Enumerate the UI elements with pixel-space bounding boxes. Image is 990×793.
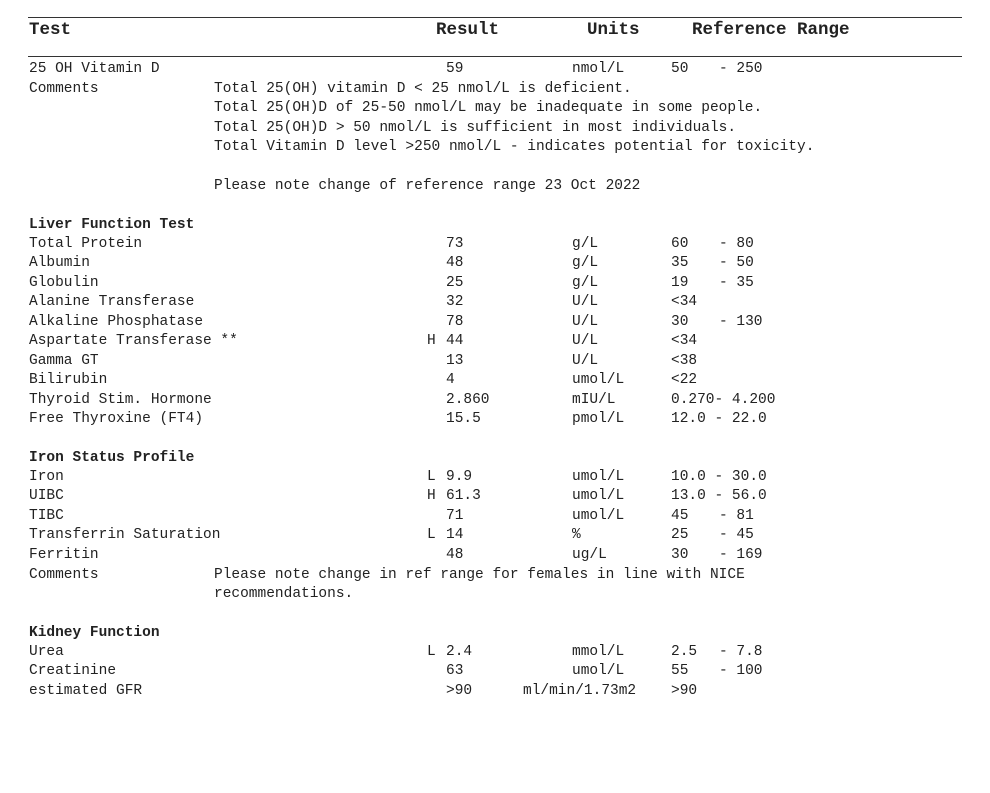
comment-line (0, 99, 990, 119)
comment-text: recommendations. (214, 586, 354, 602)
ref-low: <34 (671, 333, 698, 350)
ref-low: 50 (671, 61, 689, 77)
test-name: Albumin (29, 255, 90, 272)
test-result: 25 (446, 274, 464, 291)
ref-low: 30 (671, 313, 689, 330)
reference-change-note: Please note change of reference range 23 Oct 2022 (214, 178, 641, 194)
comment-line (0, 119, 990, 139)
test-result: 15.5 (446, 411, 481, 428)
test-units: g/L (572, 274, 599, 291)
test-result: 48 (446, 546, 464, 563)
ref-low: 30 (671, 546, 689, 563)
section-title-liver: Liver Function Test (29, 217, 195, 233)
test-name: 25 OH Vitamin D (29, 61, 160, 77)
ref-high: - 35 (719, 274, 754, 291)
comments-label: Comments (29, 567, 99, 583)
test-result: 44 (446, 333, 464, 350)
result-row (0, 274, 990, 294)
test-result: 71 (446, 507, 464, 524)
ref-low: <34 (671, 294, 698, 311)
result-row (0, 487, 990, 507)
test-name: Transferrin Saturation (29, 527, 221, 544)
abnormal-flag: H (427, 333, 436, 350)
test-units: U/L (572, 294, 599, 311)
ref-high: - 130 (719, 313, 763, 330)
test-result: 59 (446, 61, 464, 77)
header-top-rule (28, 17, 962, 18)
result-row (0, 662, 990, 682)
ref-high: - 80 (719, 236, 754, 252)
result-row (0, 352, 990, 372)
ref-low: 19 (671, 274, 689, 291)
test-name: Alanine Transferase (29, 294, 195, 311)
result-row (0, 468, 990, 488)
result-row (0, 546, 990, 566)
test-units: umol/L (572, 663, 625, 680)
comment-line (0, 585, 990, 605)
test-result: 61.3 (446, 488, 481, 505)
test-units: % (572, 527, 581, 544)
test-name: Urea (29, 644, 64, 660)
test-result: 13 (446, 352, 464, 369)
test-name: Gamma GT (29, 352, 99, 369)
ref-high: - 100 (719, 663, 763, 680)
result-row (0, 254, 990, 274)
comment-text: Total Vitamin D level >250 nmol/L - indicates potential for toxicity. (214, 139, 815, 155)
ref-low: 10.0 - 30.0 (671, 469, 767, 485)
test-units: U/L (572, 352, 599, 369)
test-units: nmol/L (572, 61, 625, 77)
result-row (0, 371, 990, 391)
test-name: TIBC (29, 507, 64, 524)
test-name: Alkaline Phosphatase (29, 313, 204, 330)
test-units: U/L (572, 313, 599, 330)
result-row (0, 526, 990, 546)
test-units: g/L (572, 255, 599, 272)
test-name: Total Protein (29, 236, 143, 252)
ref-high: - 45 (719, 527, 754, 544)
abnormal-flag: L (427, 644, 436, 660)
ref-low: 2.5 (671, 644, 698, 660)
section-title-kidney: Kidney Function (29, 625, 160, 641)
comment-line (0, 80, 990, 100)
abnormal-flag: L (427, 469, 436, 485)
test-units: umol/L (572, 507, 625, 524)
test-name: Aspartate Transferase ** (29, 333, 238, 350)
test-result: 4 (446, 372, 455, 389)
result-row (0, 293, 990, 313)
ref-high: - 169 (719, 546, 763, 563)
test-result: 73 (446, 236, 464, 252)
test-units: mmol/L (572, 644, 625, 660)
result-row (0, 235, 990, 255)
test-units: ml/min/1.73m2 (523, 682, 637, 699)
ref-low: 0.270- 4.200 (671, 391, 776, 408)
test-units: umol/L (572, 372, 625, 389)
comment-line (0, 566, 990, 586)
comment-text: Total 25(OH)D of 25-50 nmol/L may be inadequate in some people. (214, 100, 763, 116)
ref-low: <22 (671, 372, 698, 389)
comment-text: Total 25(OH)D > 50 nmol/L is sufficient in most individuals. (214, 120, 737, 136)
test-units: umol/L (572, 488, 625, 505)
test-result: 2.4 (446, 644, 473, 660)
test-units: mIU/L (572, 391, 616, 408)
test-name: Iron (29, 469, 64, 485)
ref-low: >90 (671, 682, 698, 699)
test-name: Bilirubin (29, 372, 108, 389)
result-row (0, 410, 990, 430)
comment-line (0, 138, 990, 158)
test-name: Free Thyroxine (FT4) (29, 411, 204, 428)
result-row (0, 332, 990, 352)
ref-low: 35 (671, 255, 689, 272)
test-name: UIBC (29, 488, 64, 505)
test-units: U/L (572, 333, 599, 350)
test-units: g/L (572, 236, 599, 252)
test-name: Globulin (29, 274, 99, 291)
section-title-iron: Iron Status Profile (29, 450, 195, 466)
ref-low: 25 (671, 527, 689, 544)
test-result: 48 (446, 255, 464, 272)
test-name: estimated GFR (29, 682, 143, 699)
ref-high: - 250 (719, 61, 763, 77)
result-row (0, 313, 990, 333)
test-name: Ferritin (29, 546, 99, 563)
ref-high: - 7.8 (719, 644, 763, 660)
comment-text: Please note change in ref range for females in line with NICE (214, 567, 745, 583)
test-result: 2.860 (446, 391, 490, 408)
header-result: Result (436, 20, 500, 40)
test-name: Creatinine (29, 663, 117, 680)
comment-line (0, 177, 990, 197)
ref-low: 12.0 - 22.0 (671, 411, 767, 428)
test-result: 14 (446, 527, 464, 544)
ref-low: 13.0 - 56.0 (671, 488, 767, 505)
ref-low: <38 (671, 352, 698, 369)
header-units: Units (587, 20, 640, 40)
header-test: Test (29, 20, 72, 40)
ref-high: - 81 (719, 507, 754, 524)
comments-label: Comments (29, 81, 99, 97)
test-units: pmol/L (572, 411, 625, 428)
test-result: 32 (446, 294, 464, 311)
test-result: 63 (446, 663, 464, 680)
ref-low: 60 (671, 236, 689, 252)
result-row (0, 60, 990, 80)
header-bottom-rule (28, 56, 962, 57)
comment-text: Total 25(OH) vitamin D < 25 nmol/L is deficient. (214, 81, 632, 97)
ref-low: 55 (671, 663, 689, 680)
header-reference-range: Reference Range (692, 20, 850, 40)
test-result: >90 (446, 682, 473, 699)
abnormal-flag: L (427, 527, 436, 544)
ref-low: 45 (671, 507, 689, 524)
test-result: 78 (446, 313, 464, 330)
result-row (0, 682, 990, 702)
result-row (0, 391, 990, 411)
test-units: ug/L (572, 546, 607, 563)
test-units: umol/L (572, 469, 625, 485)
result-row (0, 643, 990, 663)
test-name: Thyroid Stim. Hormone (29, 391, 212, 408)
abnormal-flag: H (427, 488, 436, 505)
result-row (0, 507, 990, 527)
ref-high: - 50 (719, 255, 754, 272)
test-result: 9.9 (446, 469, 473, 485)
